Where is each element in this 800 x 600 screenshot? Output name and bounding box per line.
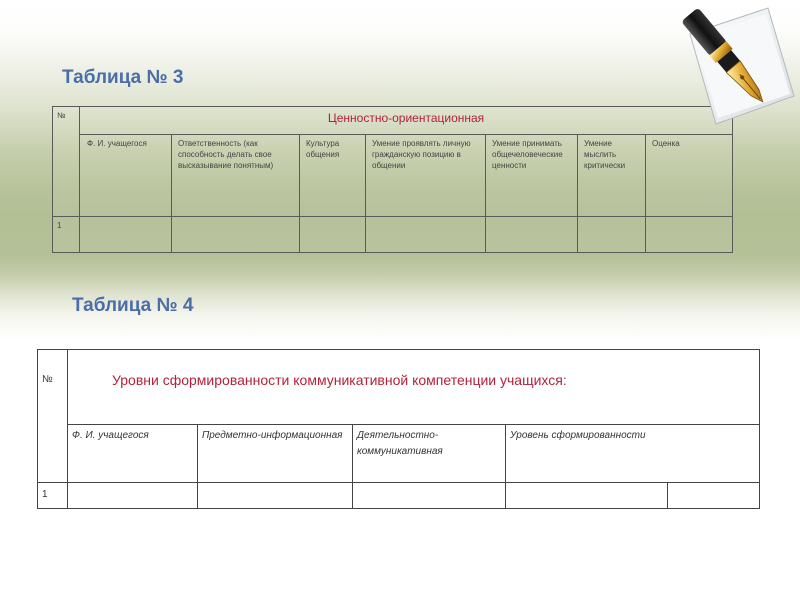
- table3-cell: [172, 217, 300, 253]
- table4-cell: [668, 483, 760, 509]
- table4-col-activity-comm: Деятельностно-коммуникативная: [353, 425, 506, 483]
- table3-col-culture: Культура общения: [300, 135, 366, 217]
- table3-col-name: Ф. И. учащегося: [80, 135, 172, 217]
- table4-cell: [68, 483, 198, 509]
- table3-col-values: Умение принимать общечеловеческие ценности: [486, 135, 578, 217]
- table3-cell: [80, 217, 172, 253]
- table3-row-number: 1: [53, 217, 80, 253]
- table3-cell: [646, 217, 733, 253]
- table3-number-header: №: [53, 107, 80, 217]
- table3-col-responsibility: Ответственность (как способность делать свое высказывание понятным): [172, 135, 300, 217]
- table4-group-header: Уровни сформированности коммуникативной компетенции учащихся:: [68, 350, 760, 425]
- table4-title: Таблица № 4: [72, 295, 194, 316]
- table3-col-critical-thinking: Умение мыслить критически: [578, 135, 646, 217]
- table3-cell: [366, 217, 486, 253]
- table4-col-subject-info: Предметно-информационная: [198, 425, 353, 483]
- table4-col-name: Ф. И. учащегося: [68, 425, 198, 483]
- table4-cell: [506, 483, 668, 509]
- table4-cell: [198, 483, 353, 509]
- table3-cell: [300, 217, 366, 253]
- table3-cell: [486, 217, 578, 253]
- table-4: [37, 349, 760, 509]
- table3-cell: [578, 217, 646, 253]
- table3-col-civic-position: Умение проявлять личную гражданскую позицию в общении: [366, 135, 486, 217]
- table3-title: Таблица № 3: [62, 67, 184, 88]
- table4-row-number: 1: [38, 483, 68, 509]
- table3-group-header: Ценностно-ориентационная: [80, 107, 733, 135]
- table4-cell: [353, 483, 506, 509]
- table3-col-grade: Оценка: [646, 135, 733, 217]
- fountain-pen-icon: [672, 4, 798, 130]
- table4-col-level: Уровень сформированности: [506, 425, 760, 483]
- table-3: [52, 106, 733, 253]
- table4-number-header: №: [38, 350, 68, 483]
